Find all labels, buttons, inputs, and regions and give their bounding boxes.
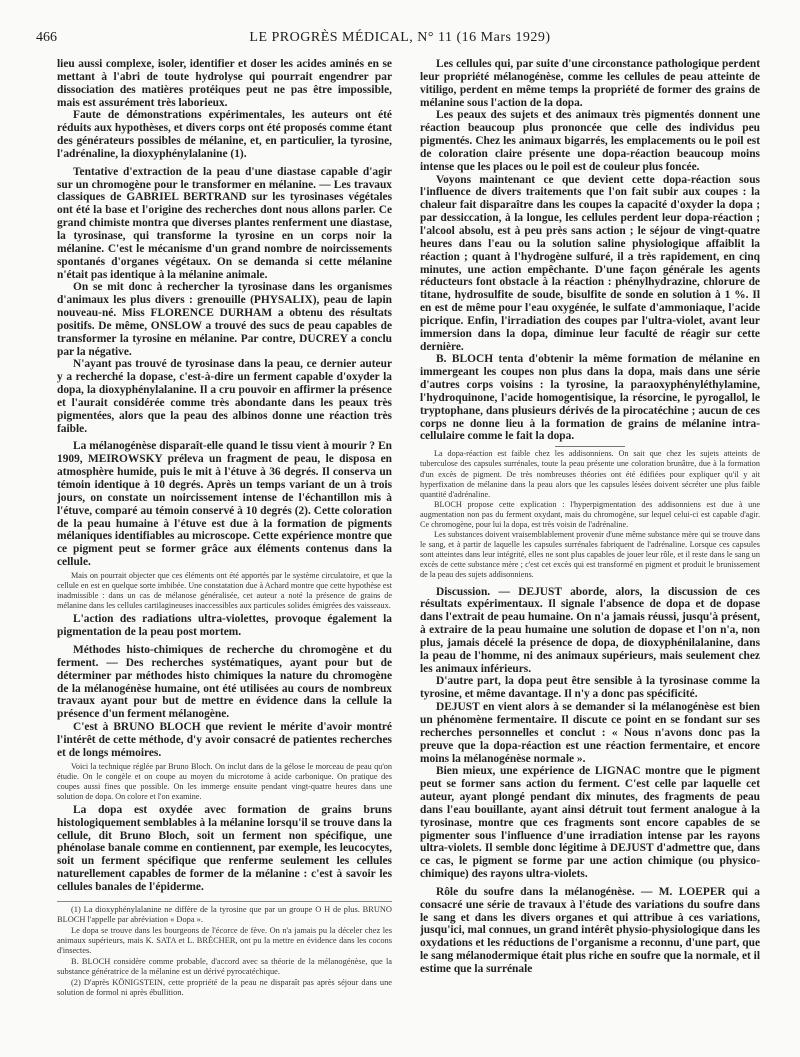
paragraph: C'est à BRUNO BLOCH que revient le mérite d'avoir montré l'intérêt de cette méthode, d'y avoir consacré de patientes recherches et de longs mémoires. <box>57 721 392 759</box>
section-soufre: Rôle du soufre dans la mélanogénèse. — M. LOEPER qui a consacré une série de travaux à l'étude des variations du soufre dans le sang et dans les divers organes et qui attribue à ces variations, jusqu'ici, mal connues, un grand intérêt physio-physiologique dans les oxydations et les réductions de l'organisme a reconnu, d'une part, que le sang mélanodermique était plus riche en soufre que la normale, et il estime que la surrénale <box>420 885 760 975</box>
section-tentative: Tentative d'extraction de la peau d'une diastase capable d'agir sur un chromogène pour le transformer en mélanine. — Les travaux classiques de GABRIEL BERTRAND sur les tyrosinases végétales ont été la base et l'origine des recherches dont nous allons parler. Ce grand chimiste montra que diverses plantes renferment une diastase, la tyrosinase, qui transforme la tyrosine en un corps noir la mélanine. C'est le mécanisme d'un grand nombre de noircissements spontanés d'organes végétaux. On se demanda si cette mélanine n'était pas identique à la mélanine animale. <box>57 165 392 281</box>
small-note: BLOCH propose cette explication : l'hyperpigmentation des addisonniens est due à une augmentation non pas du ferment oxydant, mais du chromogène, sur lequel celui-ci est capable d'agir. Ce chromogène, pour lui la dopa, est très voisin de l'adrénaline. <box>420 499 760 529</box>
divider <box>555 446 625 447</box>
section-methodes: Méthodes histo-chimiques de recherche du chromogène et du ferment. — Des recherches systématiques, ayant pour but de déterminer par méthodes histo chimiques la nature du chromogène de la mélanogénèse humaine, ont été utilisées au cours de nombreux travaux ayant pour but de mettre en évidence dans la cellule la présence d'un ferment mélanogène. <box>57 643 392 721</box>
page-number: 466 <box>36 30 57 45</box>
right-column <box>420 58 760 1048</box>
journal-title: LE PROGRÈS MÉDICAL, N° 11 (16 Mars 1929) <box>249 30 551 45</box>
section-melanogenese: La mélanogénèse disparaît-elle quand le tissu vient à mourir ? En 1909, MEIROWSKY préleva un fragment de peau, le disposa en atmosphère humide, puis le mit à l'étuve à 36 degrés. Il conserva un témoin identique à 10 degrés. Après un temps variant de un à trois jours, on constate un noircissement intense de l'échantillon mis à l'étuve, comparé au témoin conservé à 10 degrés (2). Cette coloration de la peau humaine à l'étuve est due à la formation de pigments mélaniques identifiables au microscope. Cette expérience montre que ce pigment peut se former grâce aux éléments contenus dans la cellule. <box>57 440 392 569</box>
paragraph: Voyons maintenant ce que devient cette dopa-réaction sous l'influence de divers traitements que l'on fait subir aux coupes : la chaleur fait disparaître dans les coupes la capacité d'oxyder la dopa ; par dessiccation, à la longue, les cellules perdent leur dopa-réaction ; l'alcool absolu, est à peu près sans action ; le séjour de vingt-quatre heures dans l'eau ou la solution saline physiologique affaiblit la réaction ; quant à l'hydrogène sulfuré, il a très rapidement, en cinq minutes, une action empêchante. D'une façon générale les agents réducteurs font obstacle à la réaction : phénylhydrazine, chlorure de titane, hydrosulfite de soude, bisulfite de sonde en solution à 1 %. Il en est de même pour l'eau oxygénée, le sulfate d'ammoniaque, l'acide picrique. Enfin, l'irradiation des coupes par l'ultra-violet, avant leur immersion dans la dopa, diminue leur faculté de réagir sur cette dernière. <box>420 173 760 353</box>
footnote-2: (2) D'après KÖNIGSTEIN, cette propriété de la peau ne disparaît pas après séjour dans une solution de formol ni après ébullition. <box>57 977 392 998</box>
footnote-1-cont: Le dopa se trouve dans les bourgeons de l'écorce de fève. On n'a jamais pu la déceler chez les animaux supérieurs, mais K. SATA et L. BRÉCHER, ont pu la mettre en évidence dans les cocons d'insectes. <box>57 925 392 956</box>
running-header <box>0 22 800 45</box>
section-discussion: Discussion. — DEJUST aborde, alors, la discussion de ces résultats expérimentaux. Il signale l'absence de dopa et de dopase dans l'extrait de peau humaine. On n'a jamais réussi, jusqu'à présent, à extraire de la peau humaine une solution de dopase et l'on n'a, non plus, jamais décelé la présence de dopa, de dioxyphénilalanine, dans la peau de l'homme, ni des animaux supérieurs, mais seulement chez les animaux inférieurs. <box>420 585 760 675</box>
paragraph: On se mit donc à rechercher la tyrosinase dans les organismes d'animaux les plus divers : grenouille (PHYSALIX), peau de lapin nouveau-né. Miss FLORENCE DURHAM a obtenu des résultats positifs. De même, ONSLOW a trouvé des sucs de peau capables de transformer la tyrosine en mélanine. Par contre, DUCREY a conclu par la négative. <box>57 281 392 358</box>
small-note: La dopa-réaction est faible chez les addisonniens. On sait que chez les sujets atteints de tuberculose des capsules surrénales, toute la peau présente une coloration brunâtre, due à la formation d'un excès de pigment. De très nombreuses théories ont été édifiées pour expliquer qu'il y ait hyperfixation de mélanine dans la peau alors que les capsules lésées doivent sécréter une plus faible quantité d'adrénaline. <box>420 449 760 499</box>
paragraph: D'autre part, la dopa peut être sensible à la tyrosinase comme la tyrosine, et même davantage. Il n'y a donc pas spécificité. <box>420 675 760 701</box>
small-note: Les substances doivent vraisemblablement provenir d'une même substance mère qui se trouve dans le sang, et à partir de laquelle les capsules surrénales fabriquent de l'adrénaline. Lorsque ces capsules sont atteintes dans leur intégrité, elles ne sont plus capables de jouer leur rôle, et il reste dans le sang un excès de cette substance mère ; c'est cet excès qui est transformé en pigment et produit le brunissement de la peau des sujets addisonniens. <box>420 530 760 580</box>
paragraph: Bien mieux, une expérience de LIGNAC montre que le pigment peut se former sans action du ferment. C'est celle par laquelle cet auteur, ayant plongé pendant dix minutes, des fragments de peau dans l'eau bouillante, ayant ainsi détruit tout ferment analogue à la tyrosinase, montre que ces fragments sont encore capables de se pigmenter sous l'influence d'une irradiation intense par les rayons ultra-violets. Il semble donc légitime à DEJUST d'admettre que, dans ce cas, le pigment se forme par une action chimique (ou physico-chimique) des rayons ultra-violets. <box>420 765 760 881</box>
paragraph: Les peaux des sujets et des animaux très pigmentés donnent une réaction beaucoup plus prononcée que celle des individus peu pigmentés. Chez les animaux bigarrés, les emplacements ou le poil est de coloration claire présente une dopa-réaction beaucoup moins intense que les places ou le poil est de couleur plus foncée. <box>420 109 760 173</box>
small-note: Voici la technique réglée par Bruno Bloch. On inclut dans de la gélose le morceau de peau qu'on étudie. On le congèle et on coupe au moyen du microtome à acide carbonique. On pratique des coupes aussi fines que possible. On les immerge ensuite pendant vingt-quatre heures dans une solution de dopa. On colore et l'on examine. <box>57 761 392 801</box>
footnotes <box>57 901 392 999</box>
small-note: Mais on pourrait objecter que ces éléments ont été apportés par le système circulatoire, et que la cellule en est en quelque sorte imbibée. Une constatation due à Achard montre que cette hypothèse est inadmissible : dans un cas de mélanose généralisée, cet auteur a noté la présence de grains de mélanine dans les cellules cartilagineuses inaccessibles aux particules solides émigrées des vaisseaux. <box>57 570 392 611</box>
footnote-1-cont: B. BLOCH considère comme probable, d'accord avec sa théorie de la mélanogénèse, que la substance génératrice de la mélanine est un dérivé pyrocatéchique. <box>57 956 392 977</box>
footnote-1: (1) La dioxyphénylalanine ne diffère de la tyrosine que par un groupe O H de plus. BRUNO BLOCH l'appelle par abréviation « Dopa ». <box>57 904 392 925</box>
paragraph: Les cellules qui, par suite d'une circonstance pathologique perdent leur propriété mélanogénèse, comme les cellules de peau atteinte de vitiligo, perdent en même temps la propriété de former des grains de mélanine sous l'action de la dopa. <box>420 58 760 109</box>
paragraph: lieu aussi complexe, isoler, identifier et doser les acides aminés en se mettant à l'abri de toute hydrolyse qui pourrait engendrer par dissociation des matières protéiques peut ne pas être impossible, mais est assurément très laborieux. <box>57 58 392 109</box>
paragraph: La dopa est oxydée avec formation de grains bruns histologiquement semblables à la mélanine lorsqu'il se trouve dans la cellule, dit Bruno Bloch, soit un ferment non spécifique, une phénolase banale comme en contiennent, par exemple, les leucocytes, soit un ferment spécifique que renferme seulement les cellules naturellement capables de former de la mélanine : c'est à savoir les cellules banales de l'épiderme. <box>57 803 392 893</box>
left-column <box>57 58 392 1048</box>
paragraph: Faute de démonstrations expérimentales, les auteurs ont été réduits aux hypothèses, et divers corps ont été proposés comme étant des générateurs possibles de mélanine, et, en particulier, la tyrosine, l'adrénaline, la dioxyphénylalanine (1). <box>57 109 392 160</box>
paragraph: L'action des radiations ultra-violettes, provoque également la pigmentation de la peau post mortem. <box>57 613 392 639</box>
paragraph: N'ayant pas trouvé de tyrosinase dans la peau, ce dernier auteur y a recherché la dopase, c'est-à-dire un ferment capable d'oxyder la dopa, la dioxyphénylalanine. Il a cru pouvoir en affirmer la présence et l'aurait considérée comme très abondante dans les peaux très pigmentées, alors que la peau des albinos donne une réaction très faible. <box>57 358 392 435</box>
paragraph: DEJUST en vient alors à se demander si la mélanogénèse est bien un phénomène fermentaire. Il discute ce point en se fondant sur ses recherches personnelles et conclut : « Nous n'avons donc pas la preuve que la dopa-réaction est une réaction fermentaire, et encore moins la mélanogénèse normale ». <box>420 701 760 765</box>
paragraph: B. BLOCH tenta d'obtenir la même formation de mélanine en immergeant les coupes non plus dans la dopa, mais dans une série d'autres corps voisins : la tyrosine, la paraoxyphényléthylamine, l'hydroquinone, l'acide homogentisique, la résorcine, le pyrogallol, le tryptophane, dans plusieurs dérivés de la pirocatéchine ; aucun de ces corps ne donne lieu à la formation de grains de mélanine intra-cellulaire comme le fait la dopa. <box>420 353 760 443</box>
